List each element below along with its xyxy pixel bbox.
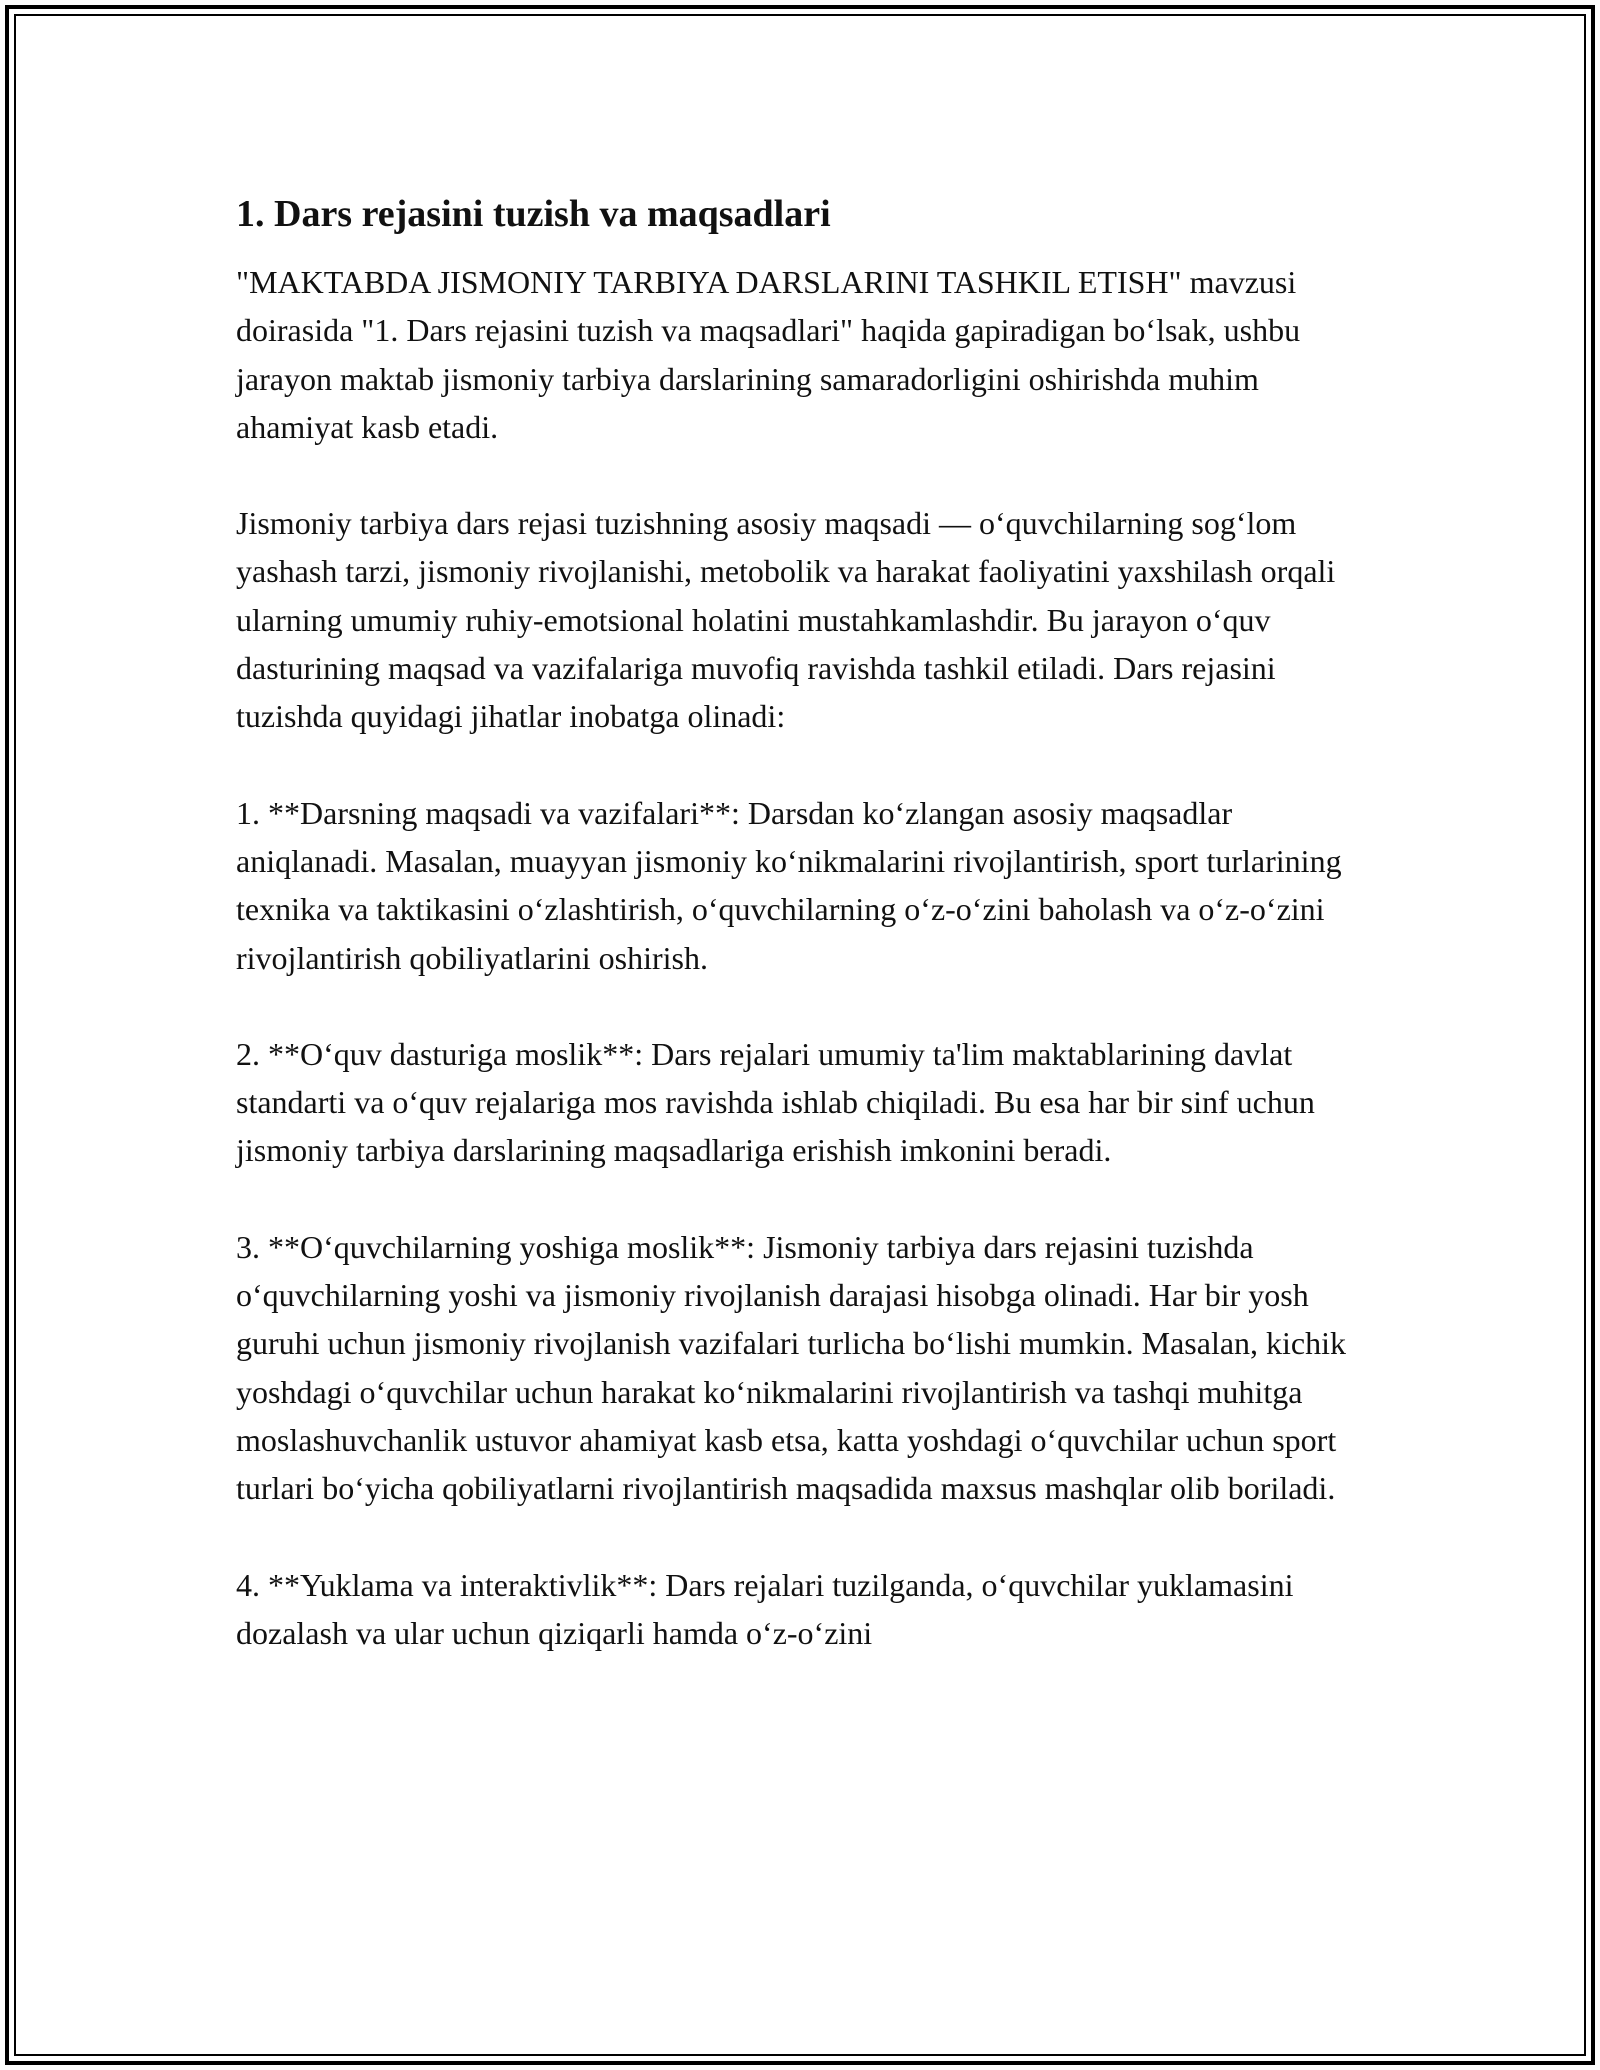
document-body <box>236 186 1376 1657</box>
list-item-1: 1. **Darsning maqsadi va vazifalari**: Darsdan koʻzlangan asosiy maqsadlar aniqlanadi. Masalan, muayyan jismoniy koʻnikmalarini rivojlantirish, sport turlarining texnika va taktikasini oʻzlashtirish, oʻquvchilarning oʻz-oʻzini baholash va oʻz-oʻzini rivojlantirish qobiliyatlarini oshirish. <box>236 794 1342 976</box>
list-item-3: 3. **Oʻquvchilarning yoshiga moslik**: Jismoniy tarbiya dars rejasini tuzishda oʻquvchilarning yoshi va jismoniy rivojlanish darajasi hisobga olinadi. Har bir yosh guruhi uchun jismoniy rivojlanish vazifalari turlicha boʻlishi mumkin. Masalan, kichik yoshdagi oʻquvchilar uchun harakat koʻnikmalarini rivojlantirish va tashqi muhitga moslashuvchanlik ustuvor ahamiyat kasb etsa, katta yoshdagi oʻquvchilar uchun sport turlari boʻyicha qobiliyatlarni rivojlantirish maqsadida maxsus mashqlar olib boriladi. <box>236 1228 1347 1507</box>
paragraph-purpose: Jismoniy tarbiya dars rejasi tuzishning asosiy maqsadi — oʻquvchilarning sogʻlom yashash tarzi, jismoniy rivojlanishi, metobolik va harakat faoliyatini yaxshilash orqali ularning umumiy ruhiy-emotsional holatini mustahkamlashdir. Bu jarayon oʻquv dasturining maqsad va vazifalariga muvofiq ravishda tashkil etiladi. Dars rejasini tuzishda quyidagi jihatlar inobatga olinadi: <box>236 505 1336 735</box>
list-item-2: 2. **Oʻquv dasturiga moslik**: Dars rejalari umumiy ta'lim maktablarining davlat standarti va oʻquv rejalariga mos ravishda ishlab chiqiladi. Bu esa har bir sinf uchun jismoniy tarbiya darslarining maqsadlariga erishish imkonini beradi. <box>236 1035 1315 1169</box>
list-item-4: 4. **Yuklama va interaktivlik**: Dars rejalari tuzilganda, oʻquvchilar yuklamasini dozalash va ular uchun qiziqarli hamda oʻz-oʻzini <box>236 1566 1294 1651</box>
paragraph-intro: "MAKTABDA JISMONIY TARBIYA DARSLARINI TASHKIL ETISH" mavzusi doirasida "1. Dars rejasini tuzish va maqsadlari" haqida gapiradigan boʻlsak, ushbu jarayon maktab jismoniy tarbiya darslarining samaradorligini oshirishda muhim ahamiyat kasb etadi. <box>236 264 1301 445</box>
section-heading: 1. Dars rejasini tuzish va maqsadlari <box>236 193 831 235</box>
